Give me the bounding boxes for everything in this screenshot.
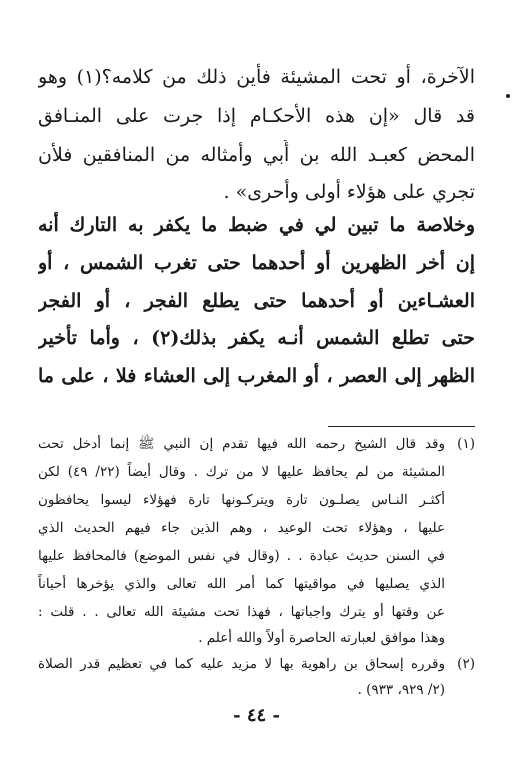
footnote-line: (٢/ ٩٢٩، ٩٣٣) . [357, 682, 445, 698]
body-line: تجري على هؤلاء أولى وأحرى» . [223, 181, 475, 203]
body-line: قد قال «إن هذه الأحكـام إذا جرت على المنـافق [38, 105, 475, 127]
body-line: الآخرة، أو تحت المشيئة فأين ذلك من كلامه؟(١) وهو [38, 66, 475, 88]
footnote-line: المشيئة من لم يحافظ عليها لا من ترك . وقال أيضاً (٢٢/ ٤٩) لكن [38, 464, 445, 480]
footnote-number: (١) [457, 436, 475, 452]
footnote-line: وهذا موافق لعبارته الحاصرة أولاً والله أعلم . [198, 630, 445, 646]
conclusion-line: الظهر إلى العصر ، أو المغرب إلى العشاء فلا ، على ما [38, 365, 475, 387]
footnote-line: عن وقتها أو يترك واجباتها ، فهذا تحت مشيئة الله تعالى . . قلت : [38, 604, 445, 620]
conclusion-line: وخلاصة ما تبين لي في ضبط ما يكفر به التارك أنه [38, 214, 475, 236]
footnote-line: وقد قال الشيخ رحمه الله فيها تقدم إن النبي ﷺ إنما أدخل تحت [38, 436, 445, 452]
footnote-line: عليها ، وهؤلاء تحت الوعيد ، وهم الذين جاء فيهم الحديث الذي [38, 520, 445, 536]
footnote-line: أكثـر النـاس يصلـون تارة ويتركـونها تارة فهؤلاء ليسوا يحافظون [38, 492, 445, 508]
page-number: - ٤٤ - [233, 705, 280, 726]
conclusion-line: العشـاءين أو أحدهما حتى يطلع الفجر ، أو الفجر [38, 290, 475, 312]
body-line: المحض كعبـد الله بن أُبي وأمثاله من المنافقين فلأن [38, 144, 475, 166]
footnote-line: الذي يصليها في مواقيتها كما أمر الله تعالى والذي يؤخرها أحياناً [38, 576, 445, 592]
footnote-line: في السنن حديث عبادة . . (وقال في نفس الموضع) فالمحافظ عليها [38, 548, 445, 564]
conclusion-line: إن أخر الظهرين أو أحدهما حتى تغرب الشمس ، أو [38, 252, 475, 274]
footnote-number: (٢) [457, 656, 475, 672]
margin-mark [506, 94, 510, 98]
footnote-separator [328, 426, 475, 427]
conclusion-line: حتى تطلع الشمس أنـه يكفر بذلك(٢) ، وأما تأخير [38, 327, 475, 349]
footnote-line: وقرره إسحاق بن راهوية بها لا مزيد عليه كما في تعظيم قدر الصلاة [38, 656, 445, 672]
